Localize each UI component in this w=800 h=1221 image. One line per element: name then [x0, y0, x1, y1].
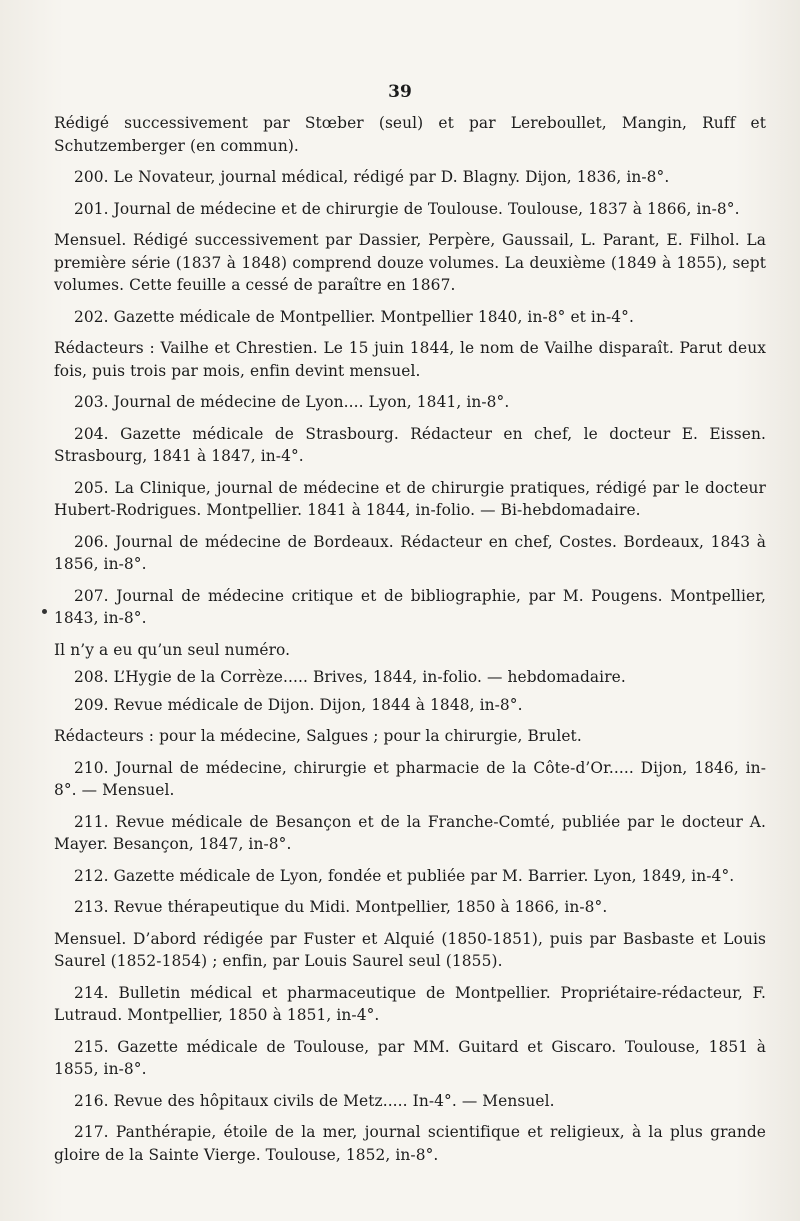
catalog-entry: 210. Journal de médecine, chirurgie et pharmacie de la Côte-d’Or..... Dijon, 1846, in-8°. — Mensuel. [54, 758, 766, 799]
entry-note: Mensuel. Rédigé successivement par Dassier, Perpère, Gaussail, L. Parant, E. Filhol. La première série (1837 à 1848) comprend douze volumes. La deuxième (1849 à 1855), sept volumes. Cette feuille a cessé de paraître en 1867. [54, 231, 766, 294]
catalog-entry: 215. Gazette médicale de Toulouse, par MM. Guitard et Giscaro. Toulouse, 1851 à 1855, in-8°. [54, 1037, 766, 1078]
catalog-entry: 204. Gazette médicale de Strasbourg. Rédacteur en chef, le docteur E. Eissen. Strasbourg, 1841 à 1847, in-4°. [54, 424, 766, 465]
page-number: 39 [388, 82, 412, 102]
catalog-entry: 203. Journal de médecine de Lyon.... Lyon, 1841, in-8°. [74, 393, 510, 411]
catalog-entry: 216. Revue des hôpitaux civils de Metz..... In-4°. — Mensuel. [74, 1091, 555, 1110]
catalog-entry: 212. Gazette médicale de Lyon, fondée et publiée par M. Barrier. Lyon, 1849, in-4°. [74, 866, 735, 885]
catalog-entry: 208. L’Hygie de la Corrèze..... Brives, 1844, in-folio. — hebdomadaire. [74, 668, 626, 686]
entry-note: Il n’y a eu qu’un seul numéro. [54, 640, 291, 659]
catalog-entry: 207. Journal de médecine critique et de bibliographie, par M. Pougens. Montpellier, 1843, in-8°. [54, 586, 766, 627]
catalog-entry: 206. Journal de médecine de Bordeaux. Rédacteur en chef, Costes. Bordeaux, 1843 à 1856, in-8°. [54, 532, 766, 573]
entry-note: Rédigé successivement par Stœber (seul) et par Lereboullet, Mangin, Ruff et Schutzemberger (en commun). [54, 114, 766, 155]
catalog-entry: 213. Revue thérapeutique du Midi. Montpellier, 1850 à 1866, in-8°. [74, 898, 608, 916]
entry-note: Rédacteurs : Vailhe et Chrestien. Le 15 juin 1844, le nom de Vailhe disparaît. Parut deux fois, puis trois par mois, enfin devint mensuel. [54, 339, 766, 380]
entry-note: Rédacteurs : pour la médecine, Salgues ; pour la chirurgie, Brulet. [54, 727, 582, 745]
catalog-entry: 205. La Clinique, journal de médecine et de chirurgie pratiques, rédigé par le docteur Hubert-Rodrigues. Montpellier. 1841 à 1844, in-folio. — Bi-hebdomadaire. [54, 478, 766, 519]
catalog-entry: 200. Le Novateur, journal médical, rédigé par D. Blagny. Dijon, 1836, in-8°. [74, 168, 670, 186]
catalog-entry: 211. Revue médicale de Besançon et de la Franche-Comté, publiée par le docteur A. Mayer. Besançon, 1847, in-8°. [54, 812, 766, 853]
catalog-entry: 214. Bulletin médical et pharmaceutique de Montpellier. Propriétaire-rédacteur, F. Lutraud. Montpellier, 1850 à 1851, in-4°. [54, 983, 766, 1024]
margin-dot [42, 609, 47, 614]
entry-note: Mensuel. D’abord rédigée par Fuster et Alquié (1850-1851), puis par Basbaste et Louis Saurel (1852-1854) ; enfin, par Louis Saurel seul (1855). [54, 929, 766, 970]
page-body [54, 112, 766, 1175]
catalog-entry: 209. Revue médicale de Dijon. Dijon, 1844 à 1848, in-8°. [74, 695, 523, 714]
catalog-entry: 201. Journal de médecine et de chirurgie de Toulouse. Toulouse, 1837 à 1866, in-8°. [74, 199, 740, 218]
catalog-entry: 202. Gazette médicale de Montpellier. Montpellier 1840, in-8° et in-4°. [74, 307, 634, 326]
catalog-entry: 217. Panthérapie, étoile de la mer, journal scientifique et religieux, à la plus grande gloire de la Sainte Vierge. Toulouse, 1852, in-8°. [54, 1123, 766, 1164]
